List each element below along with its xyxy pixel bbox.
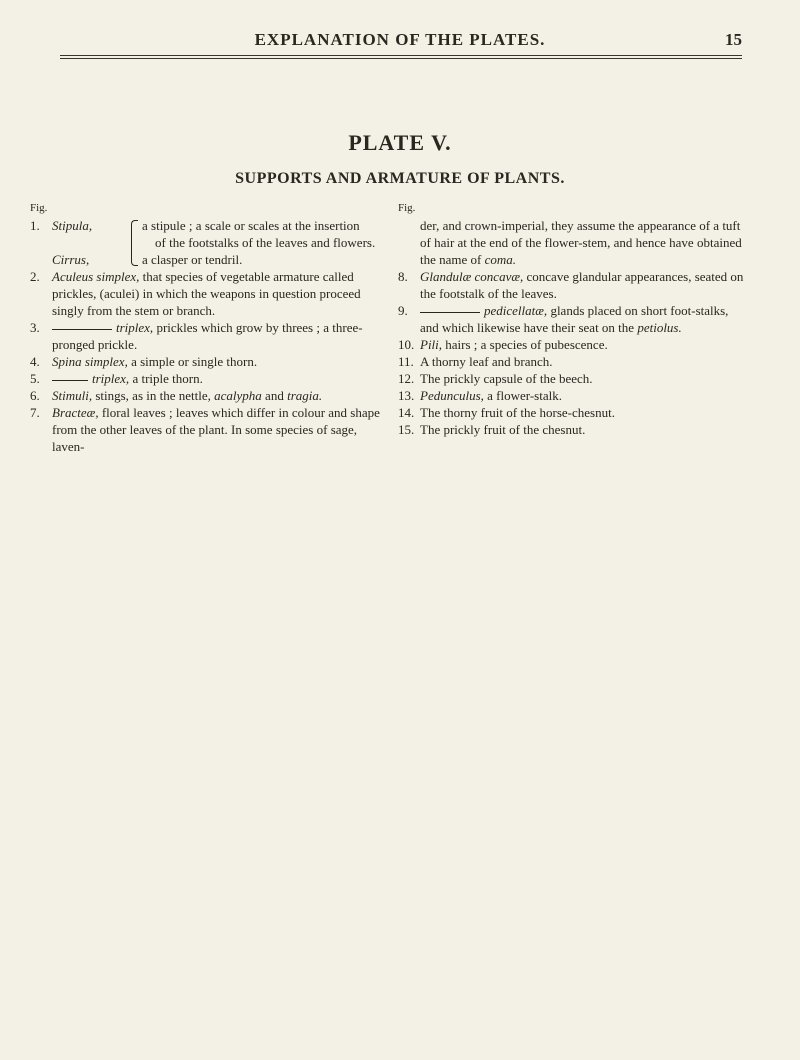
entry-number: 1. bbox=[30, 218, 40, 233]
entry-term: Aculeus simplex, bbox=[52, 269, 140, 284]
entry-number: 10. bbox=[398, 337, 415, 352]
entry-number: 12. bbox=[398, 371, 415, 386]
entry-term: pedicellatæ, bbox=[484, 303, 548, 318]
right-column bbox=[398, 200, 750, 438]
entry-text: of the footstalks of the leaves and flowers. bbox=[155, 235, 376, 250]
entry-text: a stipule ; a scale or scales at the insertion bbox=[142, 218, 360, 233]
ditto-dash bbox=[52, 329, 112, 330]
entry-number: 2. bbox=[30, 269, 40, 284]
entry-1 bbox=[30, 217, 382, 268]
fig-label: Fig. bbox=[30, 202, 48, 214]
entry-term: petiolus. bbox=[637, 320, 682, 335]
entry-7 bbox=[30, 404, 382, 455]
entry-number: 4. bbox=[30, 354, 40, 369]
entry-text: floral leaves ; leaves which differ in colour and shape from the other leaves of the plant. In some species of sage, laven- bbox=[52, 405, 380, 454]
entry-number: 6. bbox=[30, 388, 40, 403]
entry-text: a clasper or tendril. bbox=[142, 252, 243, 267]
entry-text: The prickly capsule of the beech. bbox=[420, 371, 593, 386]
entry-term: Stipula, bbox=[52, 218, 93, 233]
entry-14 bbox=[398, 404, 750, 421]
entry-7-continued bbox=[398, 217, 750, 268]
entry-text: stings, as in the nettle, bbox=[95, 388, 211, 403]
entry-text: The prickly fruit of the chesnut. bbox=[420, 422, 586, 437]
page-number: 15 bbox=[725, 30, 742, 49]
ditto-dash bbox=[420, 312, 480, 313]
entry-text: glands placed on short foot-stalks, and which likewise have their seat on the bbox=[420, 303, 729, 335]
entry-number: 7. bbox=[30, 405, 40, 420]
entry-number: 15. bbox=[398, 422, 415, 437]
entry-term: Glandulæ concavæ, bbox=[420, 269, 524, 284]
entry-term: Spina simplex, bbox=[52, 354, 128, 369]
entry-9 bbox=[398, 302, 750, 336]
entry-15 bbox=[398, 421, 750, 438]
entry-10 bbox=[398, 336, 750, 353]
entry-text: concave glandular appearances, seated on the footstalk of the leaves. bbox=[420, 269, 744, 301]
entry-6 bbox=[30, 387, 382, 404]
entry-3 bbox=[30, 319, 382, 353]
header-rule bbox=[60, 55, 742, 56]
entry-2 bbox=[30, 268, 382, 319]
page-header bbox=[0, 30, 800, 52]
entry-number: 9. bbox=[398, 303, 408, 318]
entry-number: 5. bbox=[30, 371, 40, 386]
entry-number: 11. bbox=[398, 354, 414, 369]
entry-number: 8. bbox=[398, 269, 408, 284]
plate-title: PLATE V. bbox=[348, 130, 452, 155]
header-rule bbox=[60, 58, 742, 59]
fig-label: Fig. bbox=[398, 202, 416, 214]
entry-term: Pedunculus, bbox=[420, 388, 484, 403]
entry-term: Pili, bbox=[420, 337, 443, 352]
entry-term: Cirrus, bbox=[52, 252, 90, 267]
entry-4 bbox=[30, 353, 382, 370]
entry-text: prickles which grow by threes ; a three-pronged prickle. bbox=[52, 320, 363, 352]
entry-12 bbox=[398, 370, 750, 387]
entry-11 bbox=[398, 353, 750, 370]
entry-13 bbox=[398, 387, 750, 404]
entry-term: triplex, bbox=[116, 320, 154, 335]
entry-5 bbox=[30, 370, 382, 387]
plate-subtitle: SUPPORTS AND ARMATURE OF PLANTS. bbox=[235, 170, 565, 187]
entry-number: 3. bbox=[30, 320, 40, 335]
entry-number: 13. bbox=[398, 388, 415, 403]
entry-text: a flower-stalk. bbox=[487, 388, 562, 403]
entry-term: coma. bbox=[484, 252, 517, 267]
entry-term: tragia. bbox=[287, 388, 323, 403]
ditto-dash bbox=[52, 380, 88, 381]
entry-text: hairs ; a species of pubescence. bbox=[445, 337, 608, 352]
entry-text: The thorny fruit of the horse-chesnut. bbox=[420, 405, 615, 420]
entry-text: A thorny leaf and branch. bbox=[420, 354, 553, 369]
entry-text: der, and crown-imperial, they assume the appearance of a tuft of hair at the end of the flower-stem, and hence have obtained the name of bbox=[420, 218, 742, 267]
entry-term: triplex, bbox=[92, 371, 130, 386]
entry-term: Stimuli, bbox=[52, 388, 93, 403]
entry-text: a simple or single thorn. bbox=[131, 354, 258, 369]
entry-term: Bracteæ, bbox=[52, 405, 99, 420]
entry-term: acalypha bbox=[214, 388, 262, 403]
entry-text: a triple thorn. bbox=[132, 371, 203, 386]
entry-text: and bbox=[265, 388, 284, 403]
entry-number: 14. bbox=[398, 405, 415, 420]
running-title: EXPLANATION OF THE PLATES. bbox=[254, 30, 546, 49]
brace bbox=[131, 220, 138, 266]
left-column bbox=[30, 200, 382, 455]
entry-text: that species of vegetable armature called prickles, (aculei) in which the weapons in question proceed singly from the stem or branch. bbox=[52, 269, 361, 318]
entry-8 bbox=[398, 268, 750, 302]
